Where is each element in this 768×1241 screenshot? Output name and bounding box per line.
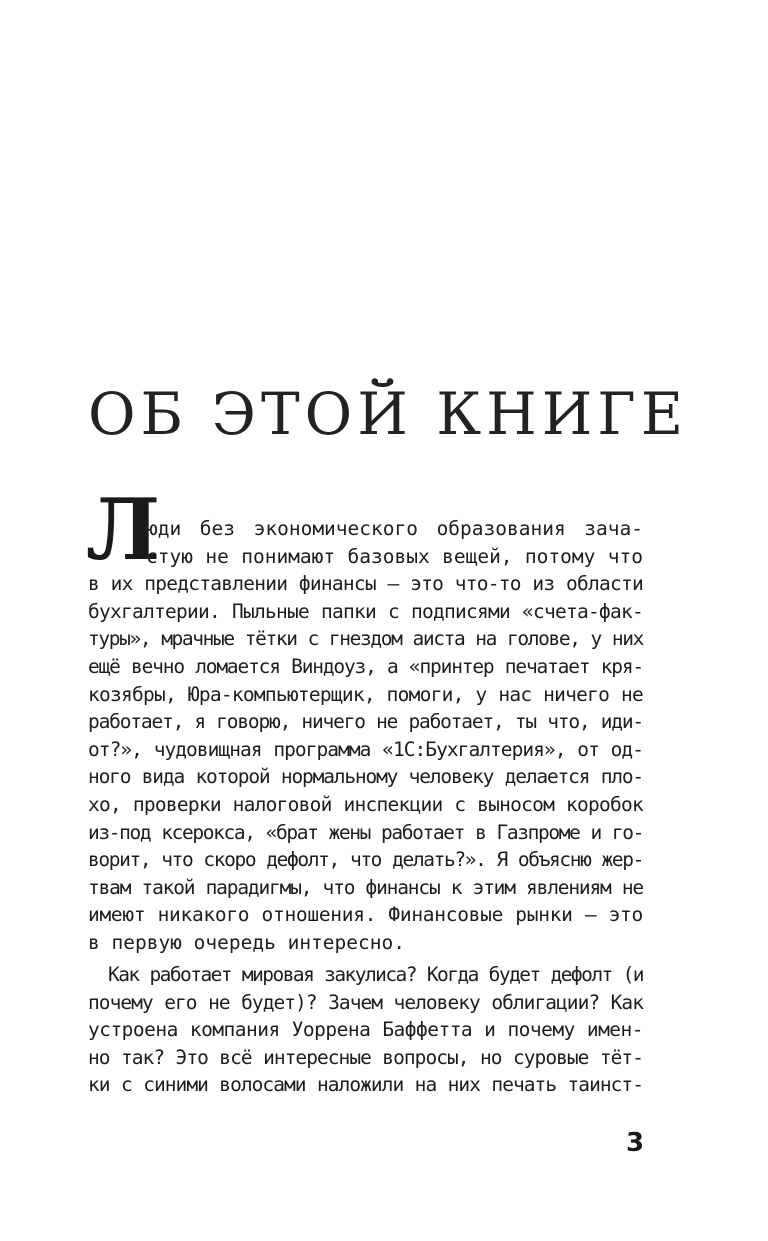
text-line: бухгалтерии. Пыльные папки с подписями «счета-фак- [88,599,643,623]
text-line: в их представлении финансы — это что-то из области [88,572,643,596]
text-line: работает, я говорю, ничего не работает, ты что, иди- [88,710,643,734]
text-line: ворит, что скоро дефолт, что делать?». Я объясню жер- [88,848,643,872]
text-line: имеют никакого отношения. Финансовые рынки — это [88,903,643,927]
text-line: почему его не будет)? Зачем человеку облигации? Как [88,990,643,1014]
text-line: стую не понимают базовых вещей, потому что [146,544,643,568]
text-line: хо, проверки налоговой инспекции с выносом коробок [88,792,643,816]
text-line: ки с синими волосами наложили на них печать таинст- [88,1073,643,1097]
paragraph-1 [88,515,643,957]
text-line: из-под ксерокса, «брат жены работает в Газпроме и го- [88,820,643,844]
text-line: твам такой парадигмы, что финансы к этим явлениям не [88,875,643,899]
text-line: козябры, Юра-компьютерщик, помоги, у нас ничего не [88,682,643,706]
text-line: от?», чудовищная программа «1С:Бухгалтерия», от од- [88,737,643,761]
text-line: но так? Это всё интересные вопросы, но суровые тёт- [88,1045,643,1069]
paragraph-2 [88,961,643,1099]
text-line: юди без экономического образования зача- [146,517,643,540]
chapter-title: ОБ ЭТОЙ КНИГЕ [88,380,689,448]
drop-cap: Л [86,480,161,579]
page-number: 3 [626,1128,645,1158]
text-line: устроена компания Уоррена Баффетта и почему имен- [88,1018,643,1042]
text-line: туры», мрачные тётки с гнездом аиста на голове, у них [88,627,643,651]
text-line: в первую очередь интересно. [88,930,405,954]
text-line: Как работает мировая закулиса? Когда будет дефолт (и [108,963,643,986]
text-line: ещё вечно ломается Виндоуз, а «принтер печатает кря- [88,654,643,678]
text-line: ного вида которой нормальному человеку делается пло- [88,765,643,789]
